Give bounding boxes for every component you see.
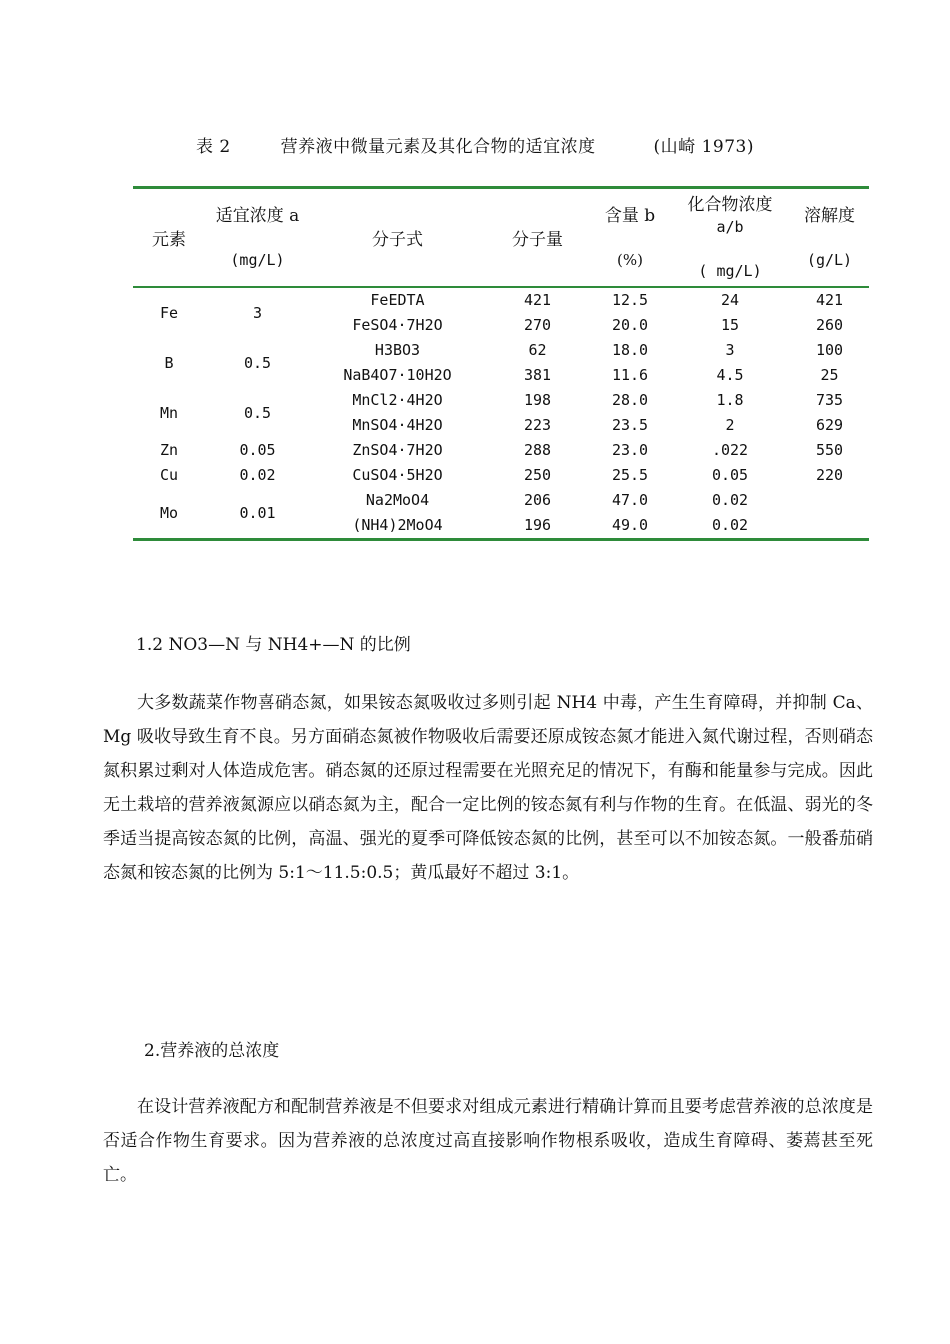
cell-content: 18.0 <box>611 341 649 359</box>
cell-mw: 270 <box>523 316 552 334</box>
cell-content: 47.0 <box>611 491 649 509</box>
table-title: 营养液中微量元素及其化合物的适宜浓度 <box>280 137 596 157</box>
cell-mw: 421 <box>523 291 552 309</box>
cell-mw: 223 <box>523 416 552 434</box>
cell-conc: 0.05 <box>239 441 276 459</box>
header-solubility: 溶解度 (g/L) <box>804 205 855 269</box>
cell-solubility: 220 <box>815 466 844 484</box>
nutrient-table <box>133 186 869 541</box>
header-compound-conc: 化合物浓度 a/b ( mg/L) <box>687 194 773 280</box>
cell-solubility: 25 <box>820 366 839 384</box>
cell-compound: 24 <box>720 291 740 309</box>
table-row <box>133 388 869 413</box>
header-conc-a: 适宜浓度 a (mg/L) <box>215 205 300 269</box>
cell-formula: CuSO4·5H2O <box>352 466 443 484</box>
cell-mw: 62 <box>528 341 547 359</box>
cell-mw: 250 <box>523 466 552 484</box>
cell-formula: FeEDTA <box>370 291 425 309</box>
cell-solubility: 550 <box>815 441 844 459</box>
cell-element: B <box>164 353 174 372</box>
cell-conc: 3 <box>252 303 263 322</box>
cell-solubility: 421 <box>815 291 844 309</box>
header-content-b: 含量 b (%) <box>604 205 656 269</box>
table-bottom-rule <box>133 538 869 541</box>
data-table-body <box>133 288 869 538</box>
cell-compound: 4.5 <box>716 366 744 384</box>
cell-solubility <box>790 513 869 538</box>
table-row <box>133 288 869 313</box>
cell-compound: .022 <box>711 441 749 459</box>
cell-content: 20.0 <box>611 316 649 334</box>
cell-mw: 288 <box>523 441 552 459</box>
cell-compound: 3 <box>725 341 735 359</box>
cell-formula: ZnSO4·7H2O <box>352 441 443 459</box>
cell-compound: 0.02 <box>711 491 749 509</box>
header-mw: 分子量 <box>512 230 563 250</box>
cell-element: Zn <box>159 441 179 459</box>
cell-element: Cu <box>159 466 179 484</box>
cell-formula: MnCl2·4H2O <box>352 391 443 409</box>
cell-formula: (NH4)2MoO4 <box>352 516 443 534</box>
table-row <box>133 488 869 513</box>
cell-compound: 1.8 <box>716 391 744 409</box>
section-1-2-paragraph: 大多数蔬菜作物喜硝态氮，如果铵态氮吸收过多则引起 NH4 中毒，产生生育障碍，并抑制 Ca、Mg 吸收导致生育不良。另方面硝态氮被作物吸收后需要还原成铵态氮才能进入氮代谢过程，否则硝态氮积累过剩对人体造成危害。硝态氮的还原过程需要在光照充足的情况下，有酶和能量参与完成。因此无土栽培的营养液氮源应以硝态氮为主，配合一定比例的铵态氮有利与作物的生育。在低温、弱光的冬季适当提高铵态氮的比例，高温、强光的夏季可降低铵态氮的比例，甚至可以不加铵态氮。一般番茄硝态氮和铵态氮的比例为 5:1～11.5:0.5；黄瓜最好不超过 3:1。 <box>103 693 873 883</box>
cell-formula: FeSO4·7H2O <box>352 316 443 334</box>
cell-content: 23.5 <box>611 416 649 434</box>
cell-formula: H3BO3 <box>374 341 421 359</box>
cell-conc: 0.02 <box>239 466 276 484</box>
cell-formula: NaB4O7·10H2O <box>343 366 452 384</box>
cell-formula: Na2MoO4 <box>365 491 430 509</box>
section-heading-2: 2.营养液的总浓度 <box>144 1041 280 1061</box>
table-source: (山崎 1973) <box>653 137 754 157</box>
section-heading-1-2: 1.2 NO3—N 与 NH4+—N 的比例 <box>136 635 411 655</box>
cell-solubility: 629 <box>815 416 844 434</box>
cell-content: 25.5 <box>611 466 649 484</box>
cell-compound: 2 <box>725 416 735 434</box>
cell-mw: 196 <box>523 516 552 534</box>
cell-compound: 0.05 <box>711 466 749 484</box>
cell-solubility <box>790 488 869 513</box>
cell-content: 12.5 <box>611 291 649 309</box>
header-element: 元素 <box>152 230 186 250</box>
cell-element: Mn <box>159 403 179 422</box>
cell-mw: 381 <box>523 366 552 384</box>
cell-content: 28.0 <box>611 391 649 409</box>
cell-content: 49.0 <box>611 516 649 534</box>
cell-solubility: 100 <box>815 341 844 359</box>
cell-solubility: 260 <box>815 316 844 334</box>
data-table <box>133 189 869 286</box>
cell-element: Fe <box>159 303 179 322</box>
header-row <box>133 189 869 286</box>
section-2-paragraph: 在设计营养液配方和配制营养液是不但要求对组成元素进行精确计算而且要考虑营养液的总浓度是否适合作物生育要求。因为营养液的总浓度过高直接影响作物根系吸收，造成生育障碍、萎蔫甚至死亡。 <box>103 1097 873 1185</box>
table-caption <box>0 132 950 157</box>
cell-conc: 0.5 <box>243 353 272 372</box>
cell-conc: 0.01 <box>239 503 276 522</box>
header-formula: 分子式 <box>372 230 423 250</box>
table-number: 表 2 <box>196 137 231 157</box>
cell-conc: 0.5 <box>243 403 272 422</box>
cell-formula: MnSO4·4H2O <box>352 416 443 434</box>
table-row <box>133 338 869 363</box>
cell-compound: 15 <box>720 316 740 334</box>
table-row <box>133 463 869 488</box>
table-row <box>133 438 869 463</box>
cell-element: Mo <box>159 503 179 522</box>
cell-compound: 0.02 <box>711 516 749 534</box>
cell-content: 11.6 <box>611 366 649 384</box>
cell-mw: 206 <box>523 491 552 509</box>
cell-content: 23.0 <box>611 441 649 459</box>
cell-mw: 198 <box>523 391 552 409</box>
cell-solubility: 735 <box>815 391 844 409</box>
